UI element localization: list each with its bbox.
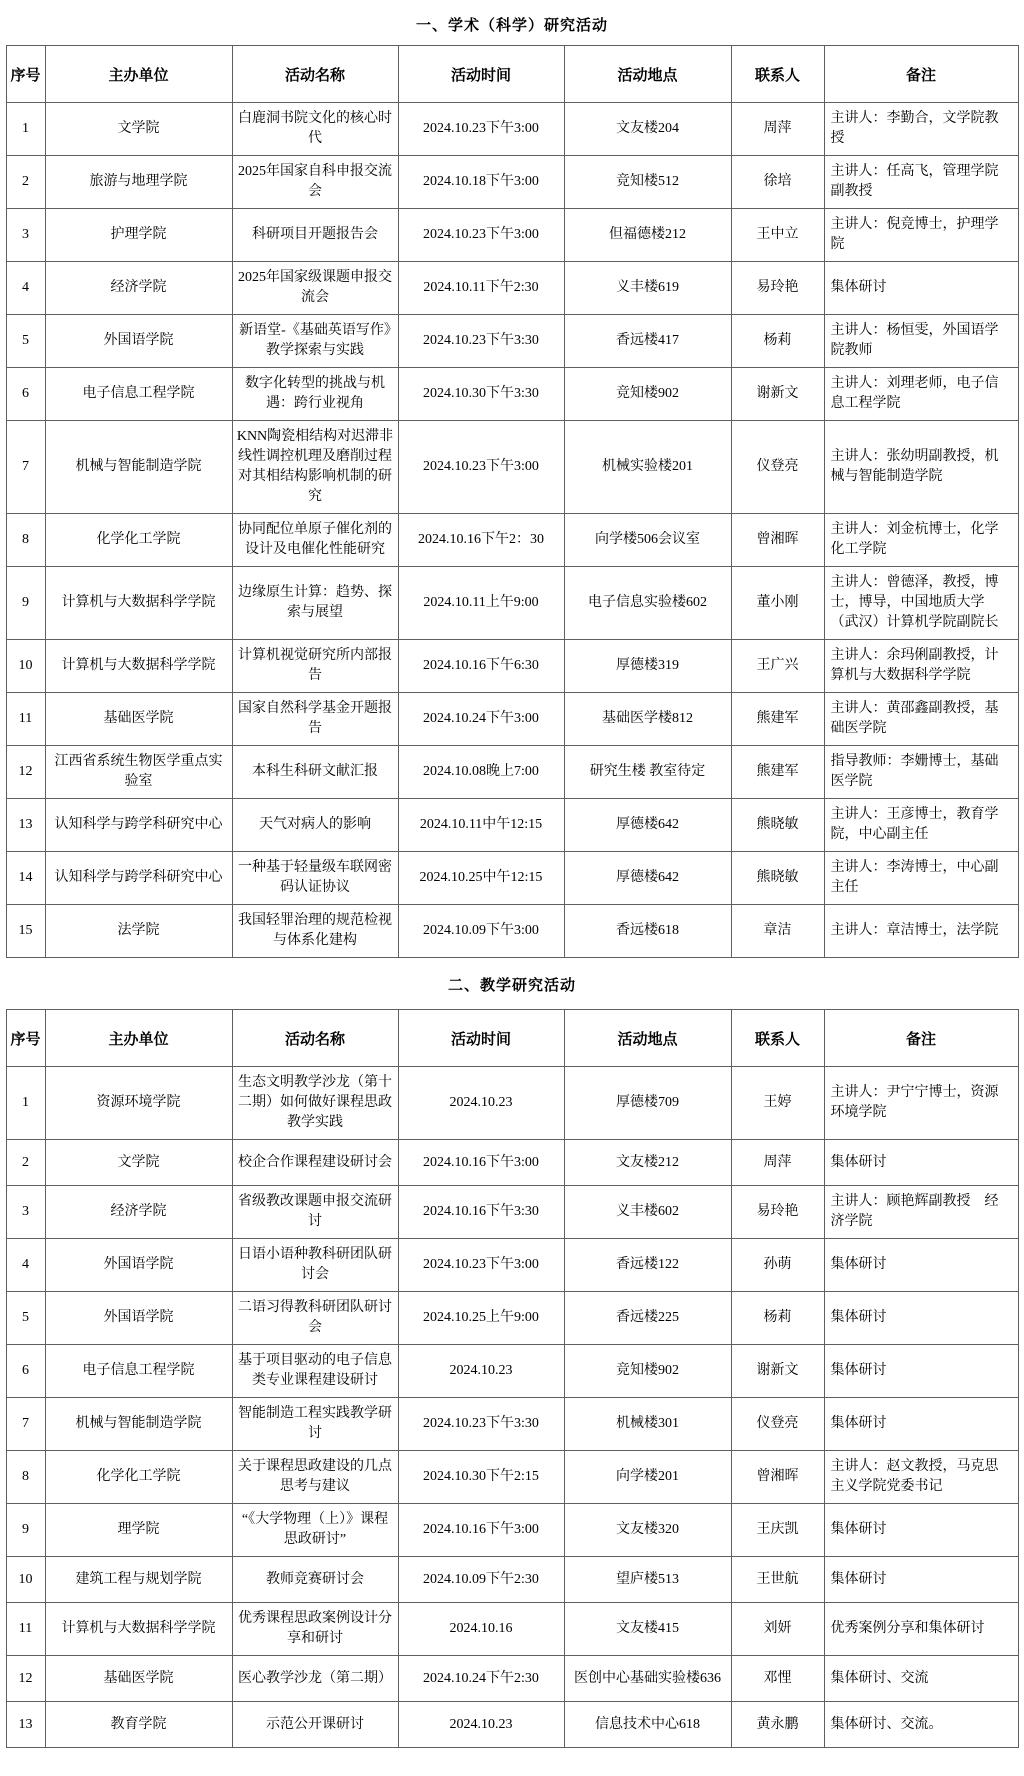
cell-activity-time: 2024.10.09下午2:30: [398, 1557, 564, 1603]
cell-activity-place: 竞知楼902: [564, 1345, 731, 1398]
cell-activity-name: 新语堂-《基础英语写作》教学探索与实践: [232, 315, 398, 368]
table-row: [6, 1398, 1018, 1451]
cell-contact-person: 王广兴: [731, 640, 824, 693]
cell-serial: 4: [6, 1239, 45, 1292]
table-row: [6, 156, 1018, 209]
cell-contact-person: 易玲艳: [731, 262, 824, 315]
cell-activity-time: 2024.10.25上午9:00: [398, 1292, 564, 1345]
cell-remark: 主讲人：张幼明副教授，机械与智能制造学院: [824, 421, 1018, 514]
cell-serial: 6: [6, 1345, 45, 1398]
cell-organizer: 电子信息工程学院: [45, 368, 232, 421]
cell-organizer: 护理学院: [45, 209, 232, 262]
cell-activity-time: 2024.10.08晚上7:00: [398, 746, 564, 799]
column-header-organizer: 主办单位: [45, 1010, 232, 1067]
cell-organizer: 经济学院: [45, 262, 232, 315]
cell-activity-place: 向学楼506会议室: [564, 514, 731, 567]
cell-activity-name: 协同配位单原子催化剂的设计及电催化性能研究: [232, 514, 398, 567]
cell-contact-person: 杨莉: [731, 1292, 824, 1345]
table-row: [6, 1067, 1018, 1140]
table-row: [6, 1345, 1018, 1398]
cell-activity-time: 2024.10.16: [398, 1603, 564, 1656]
cell-organizer: 法学院: [45, 905, 232, 958]
cell-activity-time: 2024.10.23: [398, 1067, 564, 1140]
column-header-organizer: 主办单位: [45, 46, 232, 103]
table-row: [6, 746, 1018, 799]
table-row: [6, 640, 1018, 693]
cell-contact-person: 熊建军: [731, 746, 824, 799]
cell-serial: 13: [6, 799, 45, 852]
cell-remark: 主讲人：尹宁宁博士，资源环境学院: [824, 1067, 1018, 1140]
cell-activity-place: 香远楼417: [564, 315, 731, 368]
column-header-remark: 备注: [824, 1010, 1018, 1067]
cell-activity-time: 2024.10.16下午6:30: [398, 640, 564, 693]
cell-remark: 主讲人：黄邵鑫副教授，基础医学院: [824, 693, 1018, 746]
column-header-contact-person: 联系人: [731, 1010, 824, 1067]
cell-activity-place: 香远楼122: [564, 1239, 731, 1292]
cell-organizer: 机械与智能制造学院: [45, 1398, 232, 1451]
table-row: [6, 905, 1018, 958]
cell-organizer: 教育学院: [45, 1702, 232, 1748]
table-row: [6, 209, 1018, 262]
cell-remark: 集体研讨: [824, 1557, 1018, 1603]
section-2: [0, 958, 1024, 1748]
cell-activity-name: 医心教学沙龙（第二期）: [232, 1656, 398, 1702]
cell-organizer: 认知科学与跨学科研究中心: [45, 799, 232, 852]
cell-remark: 主讲人：刘金杭博士，化学化工学院: [824, 514, 1018, 567]
cell-serial: 1: [6, 1067, 45, 1140]
column-header-serial: 序号: [6, 46, 45, 103]
cell-activity-place: 但福德楼212: [564, 209, 731, 262]
cell-activity-name: 科研项目开题报告会: [232, 209, 398, 262]
section-title: 一、学术（科学）研究活动: [415, 18, 608, 34]
table-row: [6, 1656, 1018, 1702]
cell-activity-time: 2024.10.24下午3:00: [398, 693, 564, 746]
cell-remark: 集体研讨: [824, 1398, 1018, 1451]
cell-contact-person: 孙萌: [731, 1239, 824, 1292]
table-row: [6, 1239, 1018, 1292]
cell-serial: 11: [6, 1603, 45, 1656]
table-row: [6, 693, 1018, 746]
cell-serial: 2: [6, 1140, 45, 1186]
cell-serial: 3: [6, 1186, 45, 1239]
cell-activity-place: 竞知楼512: [564, 156, 731, 209]
cell-serial: 2: [6, 156, 45, 209]
cell-activity-place: 文友楼320: [564, 1504, 731, 1557]
cell-activity-place: 医创中心基础实验楼636: [564, 1656, 731, 1702]
cell-remark: 主讲人：余玛俐副教授，计算机与大数据科学学院: [824, 640, 1018, 693]
cell-activity-place: 向学楼201: [564, 1451, 731, 1504]
cell-remark: 集体研讨: [824, 1239, 1018, 1292]
cell-activity-time: 2024.10.23下午3:00: [398, 1239, 564, 1292]
column-header-activity-time: 活动时间: [398, 46, 564, 103]
cell-contact-person: 仪登亮: [731, 1398, 824, 1451]
section-1: [0, 6, 1024, 958]
cell-activity-place: 文友楼204: [564, 103, 731, 156]
cell-activity-time: 2024.10.16下午3:00: [398, 1140, 564, 1186]
cell-activity-time: 2024.10.11下午2:30: [398, 262, 564, 315]
cell-contact-person: 杨莉: [731, 315, 824, 368]
cell-activity-name: 白鹿洞书院文化的核心时代: [232, 103, 398, 156]
cell-remark: 主讲人：刘理老师，电子信息工程学院: [824, 368, 1018, 421]
table-row: [6, 1702, 1018, 1748]
cell-activity-name: 日语小语种教科研团队研讨会: [232, 1239, 398, 1292]
cell-serial: 10: [6, 1557, 45, 1603]
cell-activity-time: 2024.10.18下午3:00: [398, 156, 564, 209]
cell-organizer: 理学院: [45, 1504, 232, 1557]
cell-activity-name: 关于课程思政建设的几点思考与建议: [232, 1451, 398, 1504]
cell-activity-place: 厚德楼642: [564, 852, 731, 905]
cell-contact-person: 黄永鹏: [731, 1702, 824, 1748]
cell-organizer: 文学院: [45, 103, 232, 156]
cell-organizer: 基础医学院: [45, 1656, 232, 1702]
cell-serial: 1: [6, 103, 45, 156]
cell-organizer: 基础医学院: [45, 693, 232, 746]
cell-activity-time: 2024.10.23下午3:00: [398, 421, 564, 514]
cell-activity-time: 2024.10.23下午3:30: [398, 315, 564, 368]
cell-organizer: 化学化工学院: [45, 1451, 232, 1504]
column-header-serial: 序号: [6, 1010, 45, 1067]
cell-contact-person: 董小刚: [731, 567, 824, 640]
cell-organizer: 经济学院: [45, 1186, 232, 1239]
column-header-remark: 备注: [824, 46, 1018, 103]
cell-remark: 集体研讨: [824, 1345, 1018, 1398]
cell-contact-person: 王庆凯: [731, 1504, 824, 1557]
column-header-contact-person: 联系人: [731, 46, 824, 103]
table-row: [6, 1603, 1018, 1656]
cell-activity-time: 2024.10.30下午2:15: [398, 1451, 564, 1504]
cell-contact-person: 王世航: [731, 1557, 824, 1603]
cell-activity-place: 香远楼618: [564, 905, 731, 958]
column-header-activity-name: 活动名称: [232, 46, 398, 103]
cell-activity-place: 文友楼212: [564, 1140, 731, 1186]
cell-serial: 10: [6, 640, 45, 693]
cell-activity-name: 教师竞赛研讨会: [232, 1557, 398, 1603]
cell-serial: 8: [6, 514, 45, 567]
cell-activity-name: 数字化转型的挑战与机遇：跨行业视角: [232, 368, 398, 421]
cell-serial: 7: [6, 421, 45, 514]
cell-organizer: 计算机与大数据科学学院: [45, 640, 232, 693]
cell-activity-place: 义丰楼602: [564, 1186, 731, 1239]
cell-organizer: 化学化工学院: [45, 514, 232, 567]
cell-contact-person: 周萍: [731, 103, 824, 156]
cell-activity-time: 2024.10.09下午3:00: [398, 905, 564, 958]
cell-contact-person: 曾湘晖: [731, 514, 824, 567]
table-row: [6, 1292, 1018, 1345]
cell-activity-time: 2024.10.16下午2：30: [398, 514, 564, 567]
cell-remark: 主讲人：李勤合，文学院教授: [824, 103, 1018, 156]
column-header-activity-place: 活动地点: [564, 46, 731, 103]
cell-organizer: 建筑工程与规划学院: [45, 1557, 232, 1603]
table-row: [6, 514, 1018, 567]
cell-contact-person: 章洁: [731, 905, 824, 958]
cell-organizer: 外国语学院: [45, 1239, 232, 1292]
table-row: [6, 1451, 1018, 1504]
cell-activity-place: 望庐楼513: [564, 1557, 731, 1603]
cell-remark: 集体研讨、交流。: [824, 1702, 1018, 1748]
cell-activity-place: 基础医学楼812: [564, 693, 731, 746]
cell-activity-time: 2024.10.23: [398, 1345, 564, 1398]
cell-serial: 8: [6, 1451, 45, 1504]
cell-activity-place: 机械楼301: [564, 1398, 731, 1451]
cell-activity-name: 示范公开课研讨: [232, 1702, 398, 1748]
cell-remark: 主讲人：任高飞，管理学院副教授: [824, 156, 1018, 209]
cell-activity-name: 2025年国家自科申报交流会: [232, 156, 398, 209]
cell-remark: 主讲人：章洁博士，法学院: [824, 905, 1018, 958]
cell-activity-place: 研究生楼 教室待定: [564, 746, 731, 799]
cell-organizer: 计算机与大数据科学学院: [45, 1603, 232, 1656]
cell-remark: 主讲人：赵文教授，马克思主义学院党委书记: [824, 1451, 1018, 1504]
table-row: [6, 262, 1018, 315]
cell-organizer: 旅游与地理学院: [45, 156, 232, 209]
cell-serial: 9: [6, 1504, 45, 1557]
cell-activity-time: 2024.10.11上午9:00: [398, 567, 564, 640]
cell-activity-time: 2024.10.23下午3:30: [398, 1398, 564, 1451]
cell-activity-time: 2024.10.16下午3:30: [398, 1186, 564, 1239]
cell-activity-time: 2024.10.25中午12:15: [398, 852, 564, 905]
cell-organizer: 计算机与大数据科学学院: [45, 567, 232, 640]
cell-activity-name: “《大学物理（上）》课程思政研讨”: [232, 1504, 398, 1557]
cell-activity-place: 电子信息实验楼602: [564, 567, 731, 640]
header-row: [6, 1010, 1018, 1067]
cell-activity-time: 2024.10.24下午2:30: [398, 1656, 564, 1702]
cell-activity-place: 厚德楼709: [564, 1067, 731, 1140]
cell-contact-person: 邓悝: [731, 1656, 824, 1702]
column-header-activity-time: 活动时间: [398, 1010, 564, 1067]
cell-serial: 7: [6, 1398, 45, 1451]
cell-contact-person: 刘妍: [731, 1603, 824, 1656]
cell-activity-name: 一种基于轻量级车联网密码认证协议: [232, 852, 398, 905]
cell-serial: 5: [6, 1292, 45, 1345]
table-row: [6, 315, 1018, 368]
cell-activity-time: 2024.10.23下午3:00: [398, 209, 564, 262]
cell-serial: 12: [6, 746, 45, 799]
table-row: [6, 1504, 1018, 1557]
cell-contact-person: 熊晓敏: [731, 852, 824, 905]
cell-activity-name: 我国轻罪治理的规范检视与体系化建构: [232, 905, 398, 958]
cell-remark: 主讲人：李涛博士，中心副主任: [824, 852, 1018, 905]
cell-activity-name: 生态文明教学沙龙（第十二期）如何做好课程思政教学实践: [232, 1067, 398, 1140]
activities-table-2: [6, 1009, 1019, 1748]
cell-remark: 集体研讨: [824, 1504, 1018, 1557]
cell-serial: 9: [6, 567, 45, 640]
cell-activity-name: 基于项目驱动的电子信息类专业课程建设研讨: [232, 1345, 398, 1398]
column-header-activity-place: 活动地点: [564, 1010, 731, 1067]
cell-serial: 12: [6, 1656, 45, 1702]
header-row: [6, 46, 1018, 103]
cell-contact-person: 徐培: [731, 156, 824, 209]
cell-organizer: 外国语学院: [45, 1292, 232, 1345]
cell-contact-person: 易玲艳: [731, 1186, 824, 1239]
cell-remark: 集体研讨: [824, 1140, 1018, 1186]
cell-organizer: 认知科学与跨学科研究中心: [45, 852, 232, 905]
cell-activity-time: 2024.10.30下午3:30: [398, 368, 564, 421]
cell-activity-time: 2024.10.23: [398, 1702, 564, 1748]
cell-contact-person: 王婷: [731, 1067, 824, 1140]
cell-remark: 集体研讨: [824, 1292, 1018, 1345]
cell-serial: 14: [6, 852, 45, 905]
cell-contact-person: 曾湘晖: [731, 1451, 824, 1504]
cell-activity-name: 省级教改课题申报交流研讨: [232, 1186, 398, 1239]
cell-organizer: 文学院: [45, 1140, 232, 1186]
cell-contact-person: 熊建军: [731, 693, 824, 746]
cell-activity-name: 优秀课程思政案例设计分享和研讨: [232, 1603, 398, 1656]
table-row: [6, 421, 1018, 514]
cell-activity-name: 本科生科研文献汇报: [232, 746, 398, 799]
cell-remark: 主讲人：王彦博士，教育学院，中心副主任: [824, 799, 1018, 852]
cell-serial: 3: [6, 209, 45, 262]
cell-activity-name: 计算机视觉研究所内部报告: [232, 640, 398, 693]
cell-activity-place: 厚德楼642: [564, 799, 731, 852]
column-header-activity-name: 活动名称: [232, 1010, 398, 1067]
cell-activity-name: 二语习得教科研团队研讨会: [232, 1292, 398, 1345]
cell-remark: 主讲人：顾艳辉副教授 经济学院: [824, 1186, 1018, 1239]
cell-activity-place: 文友楼415: [564, 1603, 731, 1656]
cell-activity-place: 义丰楼619: [564, 262, 731, 315]
cell-organizer: 电子信息工程学院: [45, 1345, 232, 1398]
cell-activity-place: 厚德楼319: [564, 640, 731, 693]
cell-serial: 6: [6, 368, 45, 421]
cell-contact-person: 周萍: [731, 1140, 824, 1186]
cell-remark: 指导教师：李姗博士，基础医学院: [824, 746, 1018, 799]
cell-activity-name: 2025年国家级课题申报交流会: [232, 262, 398, 315]
cell-activity-time: 2024.10.11中午12:15: [398, 799, 564, 852]
cell-contact-person: 谢新文: [731, 368, 824, 421]
table-row: [6, 103, 1018, 156]
cell-activity-place: 机械实验楼201: [564, 421, 731, 514]
cell-organizer: 江西省系统生物医学重点实验室: [45, 746, 232, 799]
cell-contact-person: 熊晓敏: [731, 799, 824, 852]
cell-activity-time: 2024.10.23下午3:00: [398, 103, 564, 156]
activities-table-1: [6, 45, 1019, 958]
cell-activity-name: 智能制造工程实践教学研讨: [232, 1398, 398, 1451]
table-row: [6, 852, 1018, 905]
cell-remark: 优秀案例分享和集体研讨: [824, 1603, 1018, 1656]
cell-organizer: 外国语学院: [45, 315, 232, 368]
cell-activity-name: 边缘原生计算：趋势、探索与展望: [232, 567, 398, 640]
cell-activity-name: 国家自然科学基金开题报告: [232, 693, 398, 746]
section-title: 二、教学研究活动: [447, 978, 576, 994]
cell-organizer: 资源环境学院: [45, 1067, 232, 1140]
cell-remark: 集体研讨、交流: [824, 1656, 1018, 1702]
cell-activity-time: 2024.10.16下午3:00: [398, 1504, 564, 1557]
cell-activity-place: 信息技术中心618: [564, 1702, 731, 1748]
cell-serial: 4: [6, 262, 45, 315]
cell-contact-person: 谢新文: [731, 1345, 824, 1398]
cell-serial: 11: [6, 693, 45, 746]
cell-activity-name: KNN陶瓷相结构对迟滞非线性调控机理及磨削过程对其相结构影响机制的研究: [232, 421, 398, 514]
cell-serial: 15: [6, 905, 45, 958]
cell-remark: 主讲人：倪竞博士，护理学院: [824, 209, 1018, 262]
cell-contact-person: 仪登亮: [731, 421, 824, 514]
cell-remark: 主讲人：曾德泽，教授，博士，博导，中国地质大学（武汉）计算机学院副院长: [824, 567, 1018, 640]
table-row: [6, 368, 1018, 421]
cell-serial: 5: [6, 315, 45, 368]
table-row: [6, 1186, 1018, 1239]
table-row: [6, 799, 1018, 852]
cell-remark: 集体研讨: [824, 262, 1018, 315]
cell-activity-place: 香远楼225: [564, 1292, 731, 1345]
table-row: [6, 567, 1018, 640]
cell-contact-person: 王中立: [731, 209, 824, 262]
table-row: [6, 1557, 1018, 1603]
cell-activity-name: 校企合作课程建设研讨会: [232, 1140, 398, 1186]
cell-serial: 13: [6, 1702, 45, 1748]
cell-remark: 主讲人：杨恒雯，外国语学院教师: [824, 315, 1018, 368]
table-row: [6, 1140, 1018, 1186]
cell-organizer: 机械与智能制造学院: [45, 421, 232, 514]
cell-activity-name: 天气对病人的影响: [232, 799, 398, 852]
cell-activity-place: 竞知楼902: [564, 368, 731, 421]
